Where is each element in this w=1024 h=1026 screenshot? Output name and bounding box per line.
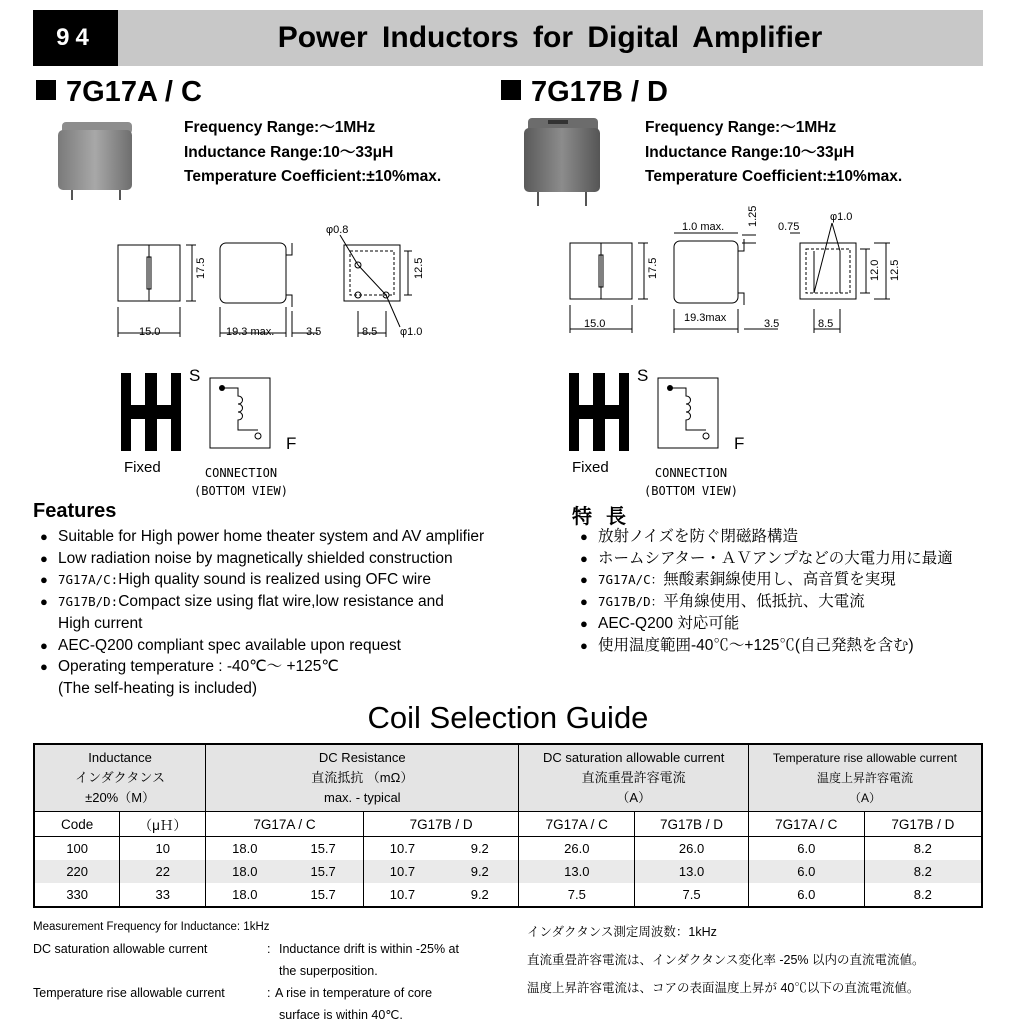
conn-a-fixed-label: Fixed: [124, 459, 161, 476]
conn-b-f-label: F: [734, 434, 745, 453]
head-itemp: Temperature rise allowable current 温度上昇許容電流 （A）: [748, 744, 982, 812]
tokucho-item: ● AEC-Q200 対応可能: [580, 613, 1000, 635]
feature-item: ● Low radiation noise by magnetically shielded construction: [40, 548, 550, 570]
features-list: [40, 526, 550, 700]
feature-item: ● 7G17B/D:Compact size using flat wire,low resistance and High current: [40, 591, 550, 634]
coil-selection-table: [33, 743, 983, 908]
dim-a-pitch-v: 12.5: [413, 257, 425, 279]
dim-b-hole-dia: φ1.0: [830, 211, 853, 223]
feature-item: ● AEC-Q200 compliant spec available upon request: [40, 635, 550, 657]
conn-b-fixed-label: Fixed: [572, 459, 609, 476]
tokucho-item: ● 7G17A/C：無酸素銅線使用し、高音質を実現: [580, 569, 1000, 591]
table-row: 100 10 18.0 15.7 10.7 9.2 26.0 26.0 6.0 8.2: [34, 837, 982, 861]
conn-a-caption: CONNECTION (BOTTOM VIEW): [194, 466, 288, 498]
dim-b-offset: 0.75: [778, 221, 800, 233]
tokucho-heading: 特長: [572, 506, 640, 528]
sub-code: Code: [34, 812, 120, 837]
feature-item: ● Suitable for High power home theater system and AV amplifier: [40, 526, 550, 548]
dim-a-pin-dia: φ0.8: [326, 224, 349, 236]
feature-item: ● 7G17A/C:High quality sound is realized using OFC wire: [40, 569, 550, 591]
sub-isat-b: 7G17B / D: [635, 812, 749, 837]
head-inductance: Inductance インダクタンス ±20%（M）: [34, 744, 206, 812]
sub-itemp-a: 7G17A / C: [748, 812, 864, 837]
features-heading: Features: [33, 500, 117, 522]
sub-isat-a: 7G17A / C: [519, 812, 635, 837]
model-b-title: 7G17B / D: [501, 76, 668, 109]
model-b-product-photo: [518, 112, 608, 210]
notes-japanese: インダクタンス測定周波数：1kHz 直流重畳許容電流は、インダクタンス変化率 -25% 以内の直流電流値。 温度上昇許容電流は、コアの表面温度上昇が 40℃以下の直流電流値。: [527, 925, 925, 995]
dim-b-pin: 3.5: [764, 318, 780, 330]
dim-a-pitch: 8.5: [362, 326, 378, 338]
model-a-dimension-drawing: [100, 215, 440, 345]
dim-b-length: 19.3max: [684, 312, 727, 324]
sub-itemp-b: 7G17B / D: [864, 812, 982, 837]
head-dcr: DC Resistance 直流抵抗 （mΩ） max. - typical: [206, 744, 519, 812]
conn-b-caption: CONNECTION (BOTTOM VIEW): [644, 466, 738, 498]
dim-b-width: 15.0: [584, 318, 606, 330]
tokucho-item: ● ホームシアター・ＡＶアンプなどの大電力用に最適: [580, 548, 1000, 570]
model-b-specs: Frequency Range:～1MHz Inductance Range:10～33μH Temperature Coefficient:±10%max.: [645, 119, 903, 185]
sub-dcr-a: 7G17A / C: [206, 812, 364, 837]
page-title: Power Inductors for Digital Amplifier: [277, 21, 823, 54]
tokucho-item: ● 放射ノイズを防ぐ閉磁路構造: [580, 526, 1000, 548]
model-b-dimension-drawing: [552, 205, 912, 340]
page-number: 94: [33, 10, 118, 66]
model-a-connection-diagram: [118, 370, 298, 460]
dim-b-pitch: 8.5: [818, 318, 834, 330]
model-b-connection-diagram: [566, 370, 746, 460]
dim-b-v2: 12.5: [889, 259, 901, 281]
dim-a-pin: 3.5: [306, 326, 322, 338]
head-isat: DC saturation allowable current 直流重畳許容電流 （A）: [519, 744, 749, 812]
model-a-product-photo: [50, 112, 140, 202]
dim-b-v1: 12.0: [869, 259, 881, 281]
table-row: 330 33 18.0 15.7 10.7 9.2 7.5 7.5 6.0 8.2: [34, 883, 982, 907]
sub-uh: （μＨ）: [120, 812, 206, 837]
feature-item: ● Operating temperature : -40℃～ +125℃ (The self-heating is included): [40, 656, 550, 699]
tokucho-item: ● 使用温度範囲-40℃～+125℃(自己発熱を含む): [580, 635, 1000, 657]
notes-english: Measurement Frequency for Inductance: 1kHz DC saturation allowable current : Inductance drift is within -25% at the superposition. Temperature rise allowable current : A rise in temperature of core surface is within 40℃.: [33, 921, 459, 1022]
dim-a-length: 19.3 max.: [226, 326, 275, 338]
conn-b-s-label: S: [637, 366, 649, 385]
model-a-specs: Frequency Range:～1MHz Inductance Range:10～33μH Temperature Coefficient:±10%max.: [184, 119, 442, 185]
tokucho-list: [580, 526, 1000, 656]
dim-b-top: 1.0 max.: [682, 221, 725, 233]
tokucho-item: ● 7G17B/D：平角線使用、低抵抗、大電流: [580, 591, 1000, 613]
conn-a-s-label: S: [189, 366, 201, 385]
table-row: 220 22 18.0 15.7 10.7 9.2 13.0 13.0 6.0 8.2: [34, 860, 982, 883]
dim-b-t: 1.25: [747, 205, 759, 227]
sub-dcr-b: 7G17B / D: [363, 812, 519, 837]
dim-b-height: 17.5: [647, 257, 659, 279]
dim-a-height: 17.5: [195, 257, 207, 279]
model-a-title: 7G17A / C: [36, 76, 202, 109]
conn-a-f-label: F: [286, 434, 297, 453]
dim-a-width: 15.0: [139, 326, 161, 338]
dim-a-hole-dia: φ1.0: [400, 326, 423, 338]
guide-title: Coil Selection Guide: [367, 700, 649, 735]
